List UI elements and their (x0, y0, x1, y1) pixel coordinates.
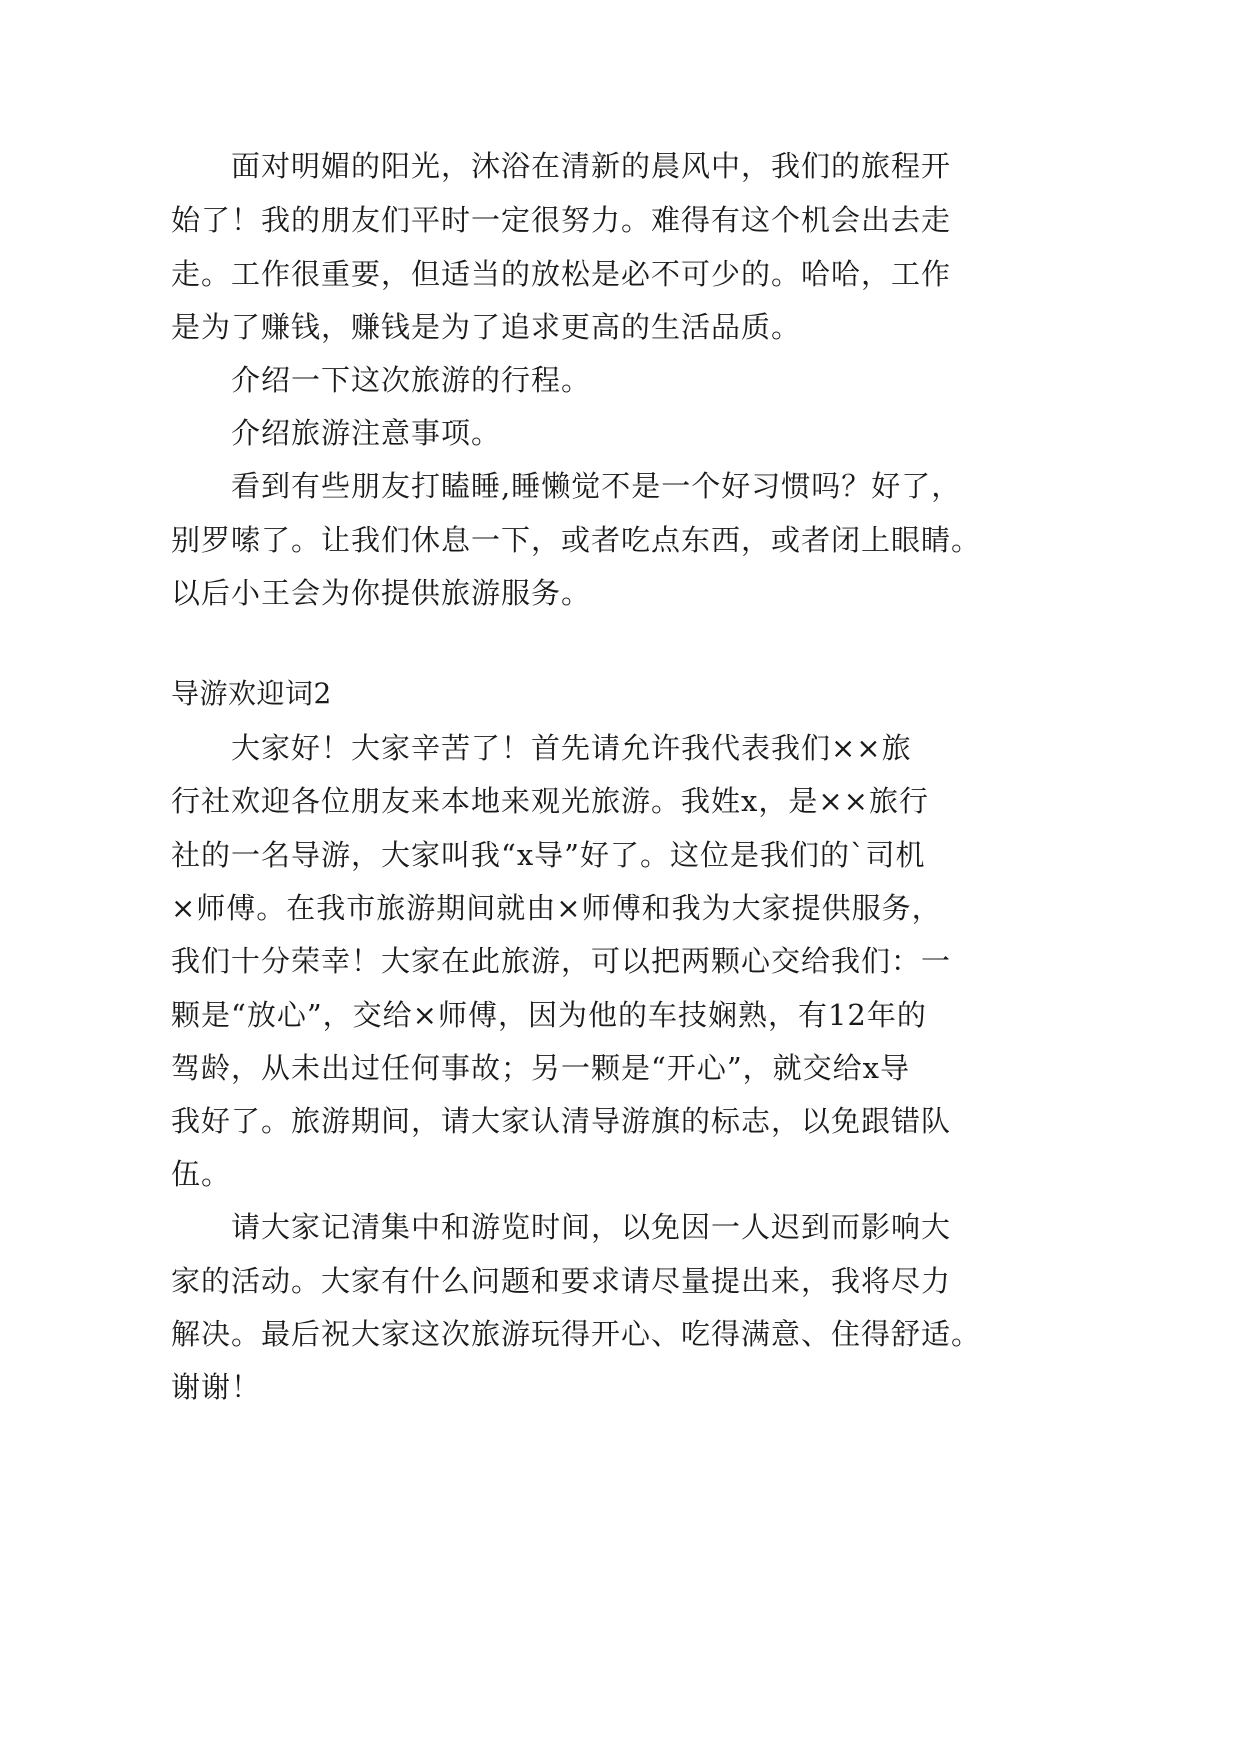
paragraph-line: 行社欢迎各位朋友来本地来观光旅游。我姓x，是××旅行 (171, 784, 929, 818)
paragraph-line: 面对明媚的阳光，沐浴在清新的晨风中，我们的旅程开 (231, 149, 952, 183)
paragraph-line: ×师傅。在我市旅游期间就由×师傅和我为大家提供服务， (171, 891, 942, 925)
paragraph-line: 走。工作很重要，但适当的放松是必不可少的。哈哈，工作 (171, 257, 952, 291)
paragraph-line: 大家好！大家辛苦了！首先请允许我代表我们××旅 (231, 731, 912, 765)
paragraph-line: 颗是“放心”，交给×师傅，因为他的车技娴熟，有12年的 (171, 998, 927, 1032)
paragraph-line: 解决。最后祝大家这次旅游玩得开心、吃得满意、住得舒适。 (171, 1317, 982, 1351)
paragraph-line: 家的活动。大家有什么问题和要求请尽量提出来，我将尽力 (171, 1264, 952, 1298)
paragraph-line: 请大家记清集中和游览时间，以免因一人迟到而影响大 (231, 1210, 952, 1244)
paragraph-line: 以后小王会为你提供旅游服务。 (171, 576, 592, 610)
paragraph-line: 驾龄，从未出过任何事故；另一颗是“开心”，就交给x导 (171, 1051, 911, 1085)
section-heading: 导游欢迎词2 (171, 677, 332, 710)
paragraph-line: 介绍旅游注意事项。 (231, 416, 502, 450)
paragraph-line: 谢谢！ (171, 1370, 262, 1404)
paragraph-line: 伍。 (171, 1157, 232, 1191)
paragraph-line: 我们十分荣幸！大家在此旅游，可以把两颗心交给我们：一 (171, 944, 952, 978)
paragraph-line: 社的一名导游，大家叫我“x导”好了。这位是我们的`司机 (171, 838, 926, 872)
paragraph-line: 始了！我的朋友们平时一定很努力。难得有这个机会出去走 (171, 203, 952, 237)
paragraph-line: 别罗嗦了。让我们休息一下，或者吃点东西，或者闭上眼睛。 (171, 523, 982, 557)
paragraph-line: 介绍一下这次旅游的行程。 (231, 363, 592, 397)
paragraph-line: 是为了赚钱，赚钱是为了追求更高的生活品质。 (171, 310, 802, 344)
paragraph-line: 看到有些朋友打瞌睡,睡懒觉不是一个好习惯吗？好了， (231, 469, 962, 503)
paragraph-line: 我好了。旅游期间，请大家认清导游旗的标志，以免跟错队 (171, 1104, 952, 1138)
